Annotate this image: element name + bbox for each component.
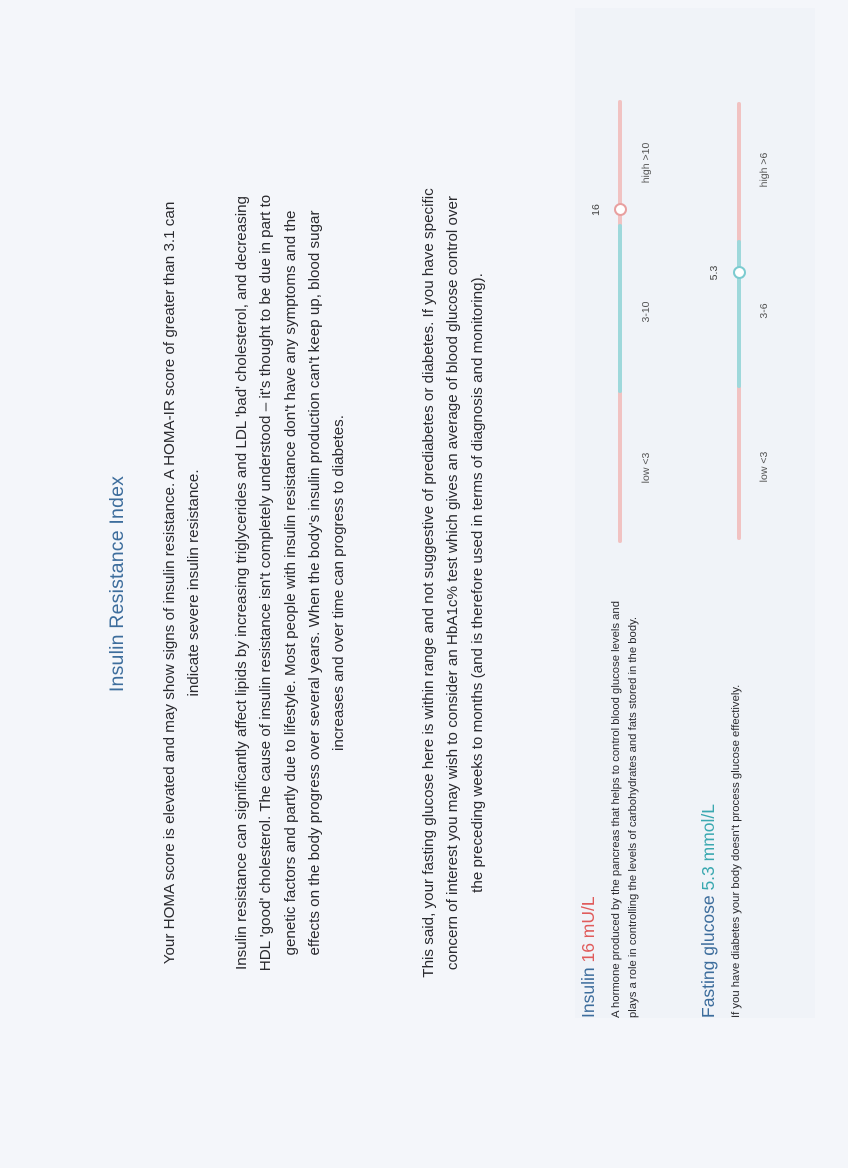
glucose-value: 5.3 mmol/L — [698, 803, 718, 891]
glucose-result-marker — [733, 266, 746, 279]
glucose-high-label: high >6 — [758, 152, 770, 188]
glucose-description: If you have diabetes your body doesn't process glucose effectively. — [730, 684, 742, 1018]
page-title: Insulin Resistance Index — [106, 475, 128, 693]
fasting-glucose-paragraph: This said, your fasting glucose here is within range and not suggestive of prediabetes or diabetes. If you have specific concern of interest you may wish to consider an HbA1c% test which gives an average of blood glucose control over the preceding weeks to months (and is therefore used in terms of diagnosis and monitoring). — [420, 188, 486, 978]
homa-paragraph: Your HOMA score is elevated and may show signs of insulin resistance. A HOMA-IR score of greater than 3.1 can indicate severe insulin resistance. — [161, 201, 203, 965]
insulin-resistance-paragraph: Insulin resistance can significantly affect lipids by increasing triglycerides and LDL 'bad' cholesterol, and decreasing HDL 'good' cholesterol. The cause of insulin resistance isn't completely understood – it's thought to be due in part to genetic factors and partly due to lifestyle. Most people with insulin resistance don't have any symptoms and the effects on the body progress over several years. When the body's insulin production can't keep up, blood sugar increases and over time can progress to diabetes. — [233, 194, 348, 972]
glucose-high-range-bar — [737, 102, 741, 238]
insulin-heading — [578, 896, 599, 1018]
insulin-name: Insulin — [578, 967, 598, 1018]
glucose-normal-range-bar — [737, 240, 741, 388]
glucose-heading — [698, 804, 719, 1018]
insulin-normal-label: 3-10 — [640, 301, 652, 323]
glucose-normal-label: 3-6 — [758, 303, 770, 319]
insulin-high-label: high >10 — [640, 142, 652, 184]
insulin-description: A hormone produced by the pancreas that helps to control blood glucose levels and plays a role in controlling the levels of carbohydrates and fats stored in the body. — [610, 600, 639, 1018]
glucose-marker-label: 5.3 — [708, 265, 720, 281]
insulin-marker-label: 16 — [590, 204, 602, 216]
insulin-result-marker — [614, 203, 627, 216]
glucose-low-label: low <3 — [758, 451, 770, 483]
insulin-low-label: low <3 — [640, 452, 652, 484]
insulin-normal-range-bar — [618, 224, 622, 393]
glucose-name: Fasting glucose — [698, 895, 718, 1018]
insulin-value: 16 mU/L — [578, 896, 598, 963]
